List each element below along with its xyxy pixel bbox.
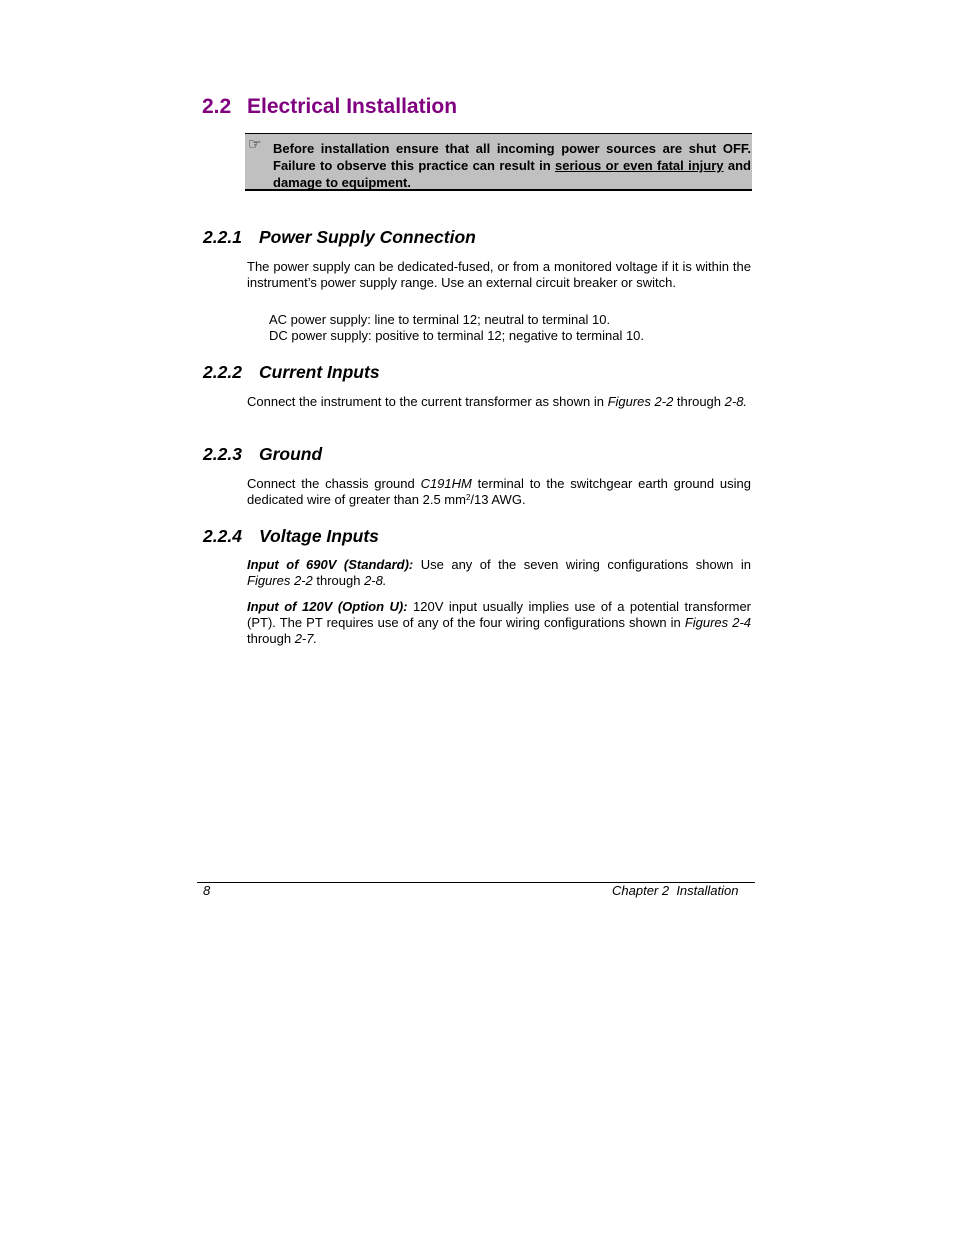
page-number: 8 — [203, 883, 211, 898]
subsection-title: Ground — [259, 444, 323, 464]
subsection-number: 2.2.4 — [203, 526, 242, 546]
warning-text — [273, 140, 751, 191]
subsection-heading-ground — [203, 444, 322, 465]
subsection-number: 2.2.2 — [203, 362, 242, 382]
section-heading — [202, 95, 457, 119]
chapter-label: Chapter 2 Installation — [612, 883, 739, 898]
text-run: through — [312, 573, 365, 588]
section-title: Electrical Installation — [247, 95, 458, 118]
figure-reference: Figures 2-2 — [247, 573, 313, 588]
current-inputs-paragraph — [247, 394, 751, 410]
subsection-number: 2.2.3 — [203, 444, 242, 464]
text-run: 120V input usually implies use of a potential transformer (PT). The PT requires use of any of the four wiring configurations shown in — [247, 599, 752, 630]
ground-paragraph — [247, 476, 751, 508]
superscript: 2 — [465, 493, 471, 502]
subsection-title: Power Supply Connection — [259, 227, 476, 247]
text-run: Use any of the seven wiring configurations shown in — [413, 557, 752, 572]
text-run: through — [247, 631, 295, 646]
subsection-heading-current-inputs — [203, 362, 380, 383]
figure-reference: Figures 2-2 — [607, 394, 674, 409]
warning-box — [245, 133, 752, 191]
figure-reference: 2-8. — [364, 573, 387, 588]
figure-reference: 2-7. — [294, 631, 318, 646]
text-run: Connect the instrument to the current transformer as shown in — [247, 394, 608, 409]
power-supply-paragraph: The power supply can be dedicated-fused, or from a monitored voltage if it is within the instrument’s power supply range. Use an external circuit breaker or switch. — [247, 259, 751, 290]
pointing-hand-icon: ☞ — [248, 136, 262, 153]
subsection-title: Current Inputs — [259, 362, 380, 382]
text-run: terminal to the switchgear earth ground using dedicated wire of greater than 2.5 mm — [247, 476, 751, 507]
figure-reference: Figures 2-4 — [684, 615, 752, 630]
input-label: Input of 690V (Standard): — [247, 557, 414, 572]
figure-reference: 2-8. — [724, 394, 748, 409]
warning-text-part: and damage to equipment. — [273, 158, 751, 190]
section-number: 2.2 — [202, 95, 232, 118]
subsection-heading-power-supply — [203, 227, 476, 248]
model-name: C191HM — [420, 476, 472, 491]
warning-emphasis: serious or even fatal injury — [555, 158, 724, 173]
text-run: through — [673, 394, 725, 409]
voltage-standard-paragraph — [247, 557, 751, 589]
input-label: Input of 120V (Option U): — [247, 599, 408, 614]
voltage-option-u-paragraph — [247, 599, 751, 647]
subsection-heading-voltage-inputs — [203, 526, 379, 547]
text-run: /13 AWG. — [470, 492, 526, 507]
warning-text-part: Before installation ensure that all incoming power sources are shut OFF. Failure to observe this practice can result in — [273, 141, 751, 173]
subsection-number: 2.2.1 — [203, 227, 242, 247]
ac-supply-line: AC power supply: line to terminal 12; neutral to terminal 10. — [269, 312, 611, 327]
subsection-title: Voltage Inputs — [259, 526, 379, 546]
dc-supply-line: DC power supply: positive to terminal 12; negative to terminal 10. — [269, 328, 645, 343]
text-run: Connect the chassis ground — [247, 476, 421, 491]
